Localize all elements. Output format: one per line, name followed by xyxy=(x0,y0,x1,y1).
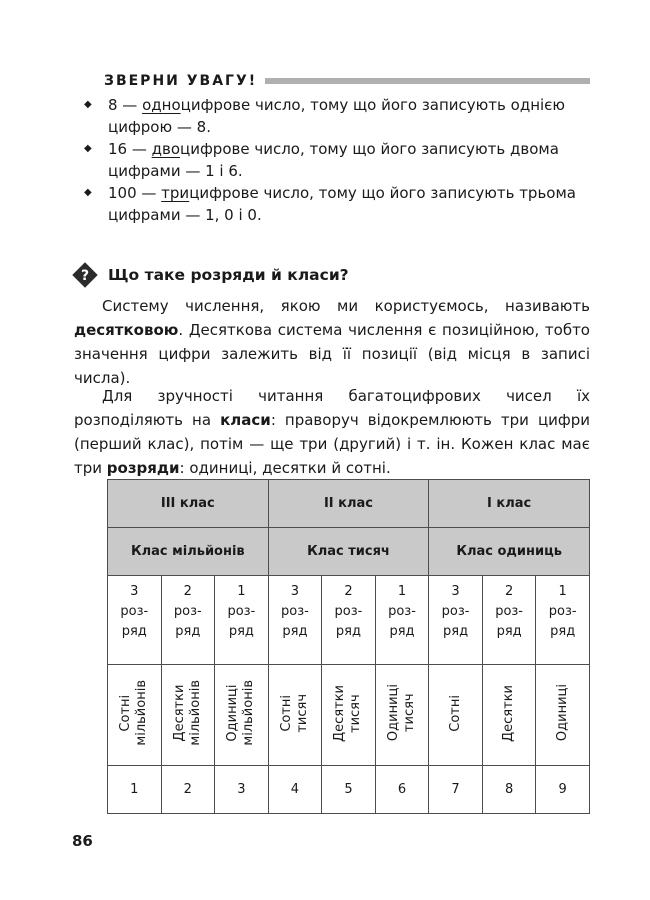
rank-name-cell: Сотні xyxy=(429,665,483,766)
rank-name-cell: Десятки тисяч xyxy=(322,665,376,766)
class-name-cell: Клас одиниць xyxy=(429,528,590,576)
question-heading xyxy=(72,262,592,288)
rank-cell: 2 роз- ряд xyxy=(161,576,215,665)
term-decimal: десятковою xyxy=(74,321,179,339)
diamond-bullet-icon: ◆ xyxy=(84,143,92,154)
rank-name-cell: Сотні тисяч xyxy=(268,665,322,766)
position-cell: 2 xyxy=(161,766,215,814)
rank-cell: 3 роз- ряд xyxy=(429,576,483,665)
diamond-bullet-icon: ◆ xyxy=(84,187,92,198)
table-row xyxy=(108,528,590,576)
table-row xyxy=(108,480,590,528)
table-row xyxy=(108,576,590,665)
rank-cell: 1 роз- ряд xyxy=(375,576,429,665)
underlined-prefix: дво xyxy=(151,140,181,158)
class-number-cell: III клас xyxy=(108,480,269,528)
position-cell: 8 xyxy=(482,766,536,814)
position-cell: 1 xyxy=(108,766,162,814)
item-number: 8 — xyxy=(108,96,143,114)
rank-name-cell: Одиниці тисяч xyxy=(375,665,429,766)
list-item xyxy=(84,94,594,138)
attention-header xyxy=(104,70,590,92)
page-number: 86 xyxy=(72,832,93,850)
question-mark-icon xyxy=(72,262,98,288)
item-text: цифрове число, тому що його записують двома цифрами — 1 і 6. xyxy=(108,140,559,180)
position-cell: 7 xyxy=(429,766,483,814)
rank-cell: 3 роз- ряд xyxy=(268,576,322,665)
diamond-bullet-icon: ◆ xyxy=(84,99,92,110)
paragraph-decimal-system: Систему числення, якою ми користуємось, називають десятковою. Десяткова система числення є позиційною, тобто значення цифри залежить від її позиції (від місця в записі числа). xyxy=(74,297,590,387)
underlined-prefix: три xyxy=(161,184,190,202)
position-cell: 6 xyxy=(375,766,429,814)
class-name-cell: Клас тисяч xyxy=(268,528,429,576)
attention-list xyxy=(84,94,594,226)
item-number: 16 — xyxy=(108,140,152,158)
position-cell: 5 xyxy=(322,766,376,814)
item-text: цифрове число, тому що його записують трьома цифрами — 1, 0 і 0. xyxy=(108,184,576,224)
attention-title: ЗВЕРНИ УВАГУ! xyxy=(104,73,258,89)
list-item xyxy=(84,182,594,226)
class-name-cell: Клас мільйонів xyxy=(108,528,269,576)
list-item xyxy=(84,138,594,182)
underlined-prefix: одно xyxy=(142,96,181,114)
table-row xyxy=(108,665,590,766)
class-number-cell: II клас xyxy=(268,480,429,528)
svg-text:?: ? xyxy=(80,268,90,284)
number-classes-table xyxy=(107,479,590,814)
paragraph-classes: Для зручності читання багатоцифрових чисел їх розподіляють на класи: праворуч відокремлюють три цифри (перший клас), потім — ще три (другий) і т. ін. Кожен клас має три розряди: одиниці, десятки й сотні. xyxy=(74,387,590,477)
rank-name-cell: Десятки мільйонів xyxy=(161,665,215,766)
rank-name-cell: Одиниці мільйонів xyxy=(215,665,269,766)
rank-cell: 3 роз- ряд xyxy=(108,576,162,665)
rank-cell: 2 роз- ряд xyxy=(322,576,376,665)
rank-name-cell: Десятки xyxy=(482,665,536,766)
position-cell: 9 xyxy=(536,766,590,814)
class-number-cell: I клас xyxy=(429,480,590,528)
rank-name-cell: Сотні мільйонів xyxy=(108,665,162,766)
rank-cell: 1 роз- ряд xyxy=(536,576,590,665)
position-cell: 3 xyxy=(215,766,269,814)
attention-rule xyxy=(265,78,590,84)
table-row xyxy=(108,766,590,814)
position-cell: 4 xyxy=(268,766,322,814)
rank-cell: 1 роз- ряд xyxy=(215,576,269,665)
item-text: цифрове число, тому що його записують однією цифрою — 8. xyxy=(108,96,566,136)
rank-cell: 2 роз- ряд xyxy=(482,576,536,665)
question-title: Що таке розряди й класи? xyxy=(108,266,349,284)
term-ranks: розряди xyxy=(106,459,180,477)
term-classes: класи xyxy=(220,411,271,429)
rank-name-cell: Одиниці xyxy=(536,665,590,766)
item-number: 100 — xyxy=(108,184,162,202)
